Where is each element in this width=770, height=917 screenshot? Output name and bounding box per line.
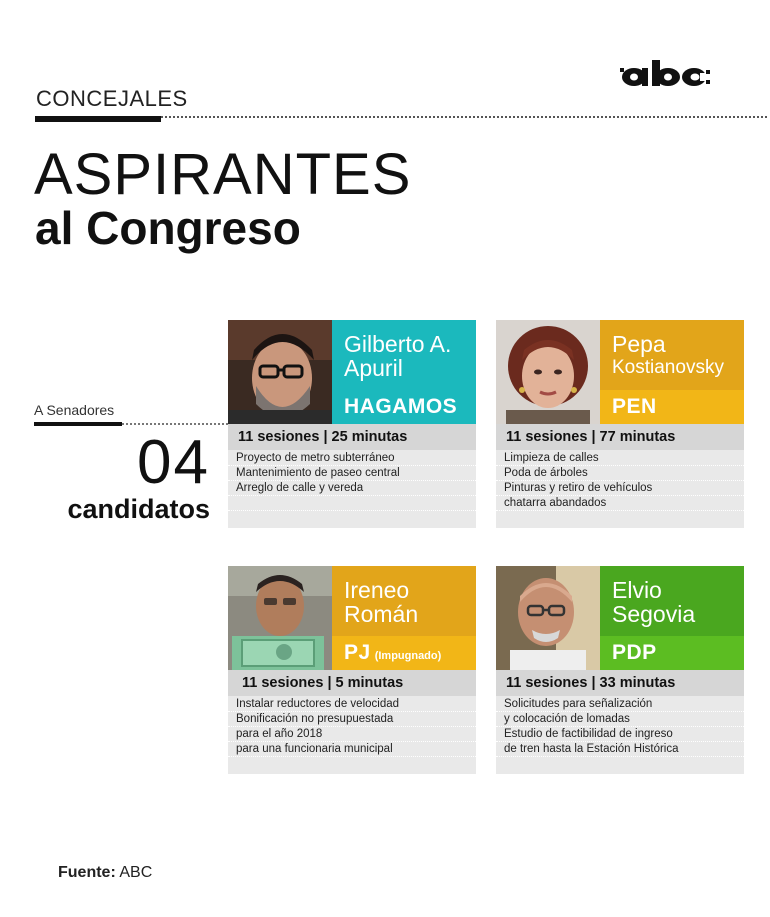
- candidate-name: Elvio Segovia: [612, 577, 696, 627]
- page-title: ASPIRANTES: [34, 142, 412, 207]
- candidate-name: Ireneo Román: [344, 577, 419, 627]
- section-underline: [35, 116, 161, 122]
- party-badge: PEN: [600, 390, 744, 424]
- source-value: ABC: [119, 864, 153, 881]
- candidate-name: Gilberto A. Apuril: [344, 331, 452, 381]
- list-item: Limpieza de calles: [496, 451, 744, 466]
- candidate-photo: [496, 320, 600, 424]
- list-item: Pinturas y retiro de vehículos: [496, 481, 744, 496]
- abc-logo: [620, 58, 712, 88]
- party-note: (Impugnado): [374, 650, 442, 662]
- candidate-count-label: candidatos: [67, 494, 210, 524]
- list-item: Proyecto de metro subterráneo: [228, 451, 476, 466]
- source-credit: [58, 864, 152, 882]
- list-item: Bonificación no presupuestada: [228, 712, 476, 727]
- session-stats: 11 sesiones | 25 minutas: [228, 424, 476, 450]
- proposal-list: [496, 450, 744, 528]
- summary-label: A Senadores: [34, 402, 115, 418]
- session-stats: 11 sesiones | 33 minutas: [496, 670, 744, 696]
- session-stats: 11 sesiones | 5 minutas: [228, 670, 476, 696]
- list-item: para una funcionaria municipal: [228, 742, 476, 757]
- candidate-name: Pepa Kostianovsky: [612, 331, 724, 378]
- party-badge: PDP: [600, 636, 744, 670]
- section-dotted-rule: [161, 116, 767, 118]
- candidate-card: [496, 566, 744, 774]
- list-item: Estudio de factibilidad de ingreso: [496, 727, 744, 742]
- list-item: y colocación de lomadas: [496, 712, 744, 727]
- list-item: chatarra abandados: [496, 496, 744, 511]
- candidate-card: [228, 320, 476, 528]
- candidate-card: [496, 320, 744, 528]
- party-badge: HAGAMOS: [332, 390, 476, 424]
- candidate-photo: [228, 320, 332, 424]
- list-item: Arreglo de calle y vereda: [228, 481, 476, 496]
- list-item: Solicitudes para señalización: [496, 697, 744, 712]
- candidate-count: 04: [137, 428, 210, 497]
- candidate-photo: [496, 566, 600, 670]
- proposal-list: [496, 696, 744, 774]
- proposal-list: [228, 450, 476, 528]
- candidate-photo: [228, 566, 332, 670]
- list-item: de tren hasta la Estación Histórica: [496, 742, 744, 757]
- list-item: para el año 2018: [228, 727, 476, 742]
- list-item: Instalar reductores de velocidad: [228, 697, 476, 712]
- source-label: Fuente:: [58, 864, 116, 881]
- list-item: [228, 496, 476, 511]
- party-badge: PJ (Impugnado): [332, 636, 476, 670]
- session-stats: 11 sesiones | 77 minutas: [496, 424, 744, 450]
- section-label: CONCEJALES: [36, 86, 188, 111]
- list-item: Mantenimiento de paseo central: [228, 466, 476, 481]
- summary-dotted-rule: [122, 423, 228, 425]
- list-item: Poda de árboles: [496, 466, 744, 481]
- summary-underline: [34, 422, 122, 426]
- candidate-card: [228, 566, 476, 774]
- page-subtitle: al Congreso: [35, 202, 301, 254]
- proposal-list: [228, 696, 476, 774]
